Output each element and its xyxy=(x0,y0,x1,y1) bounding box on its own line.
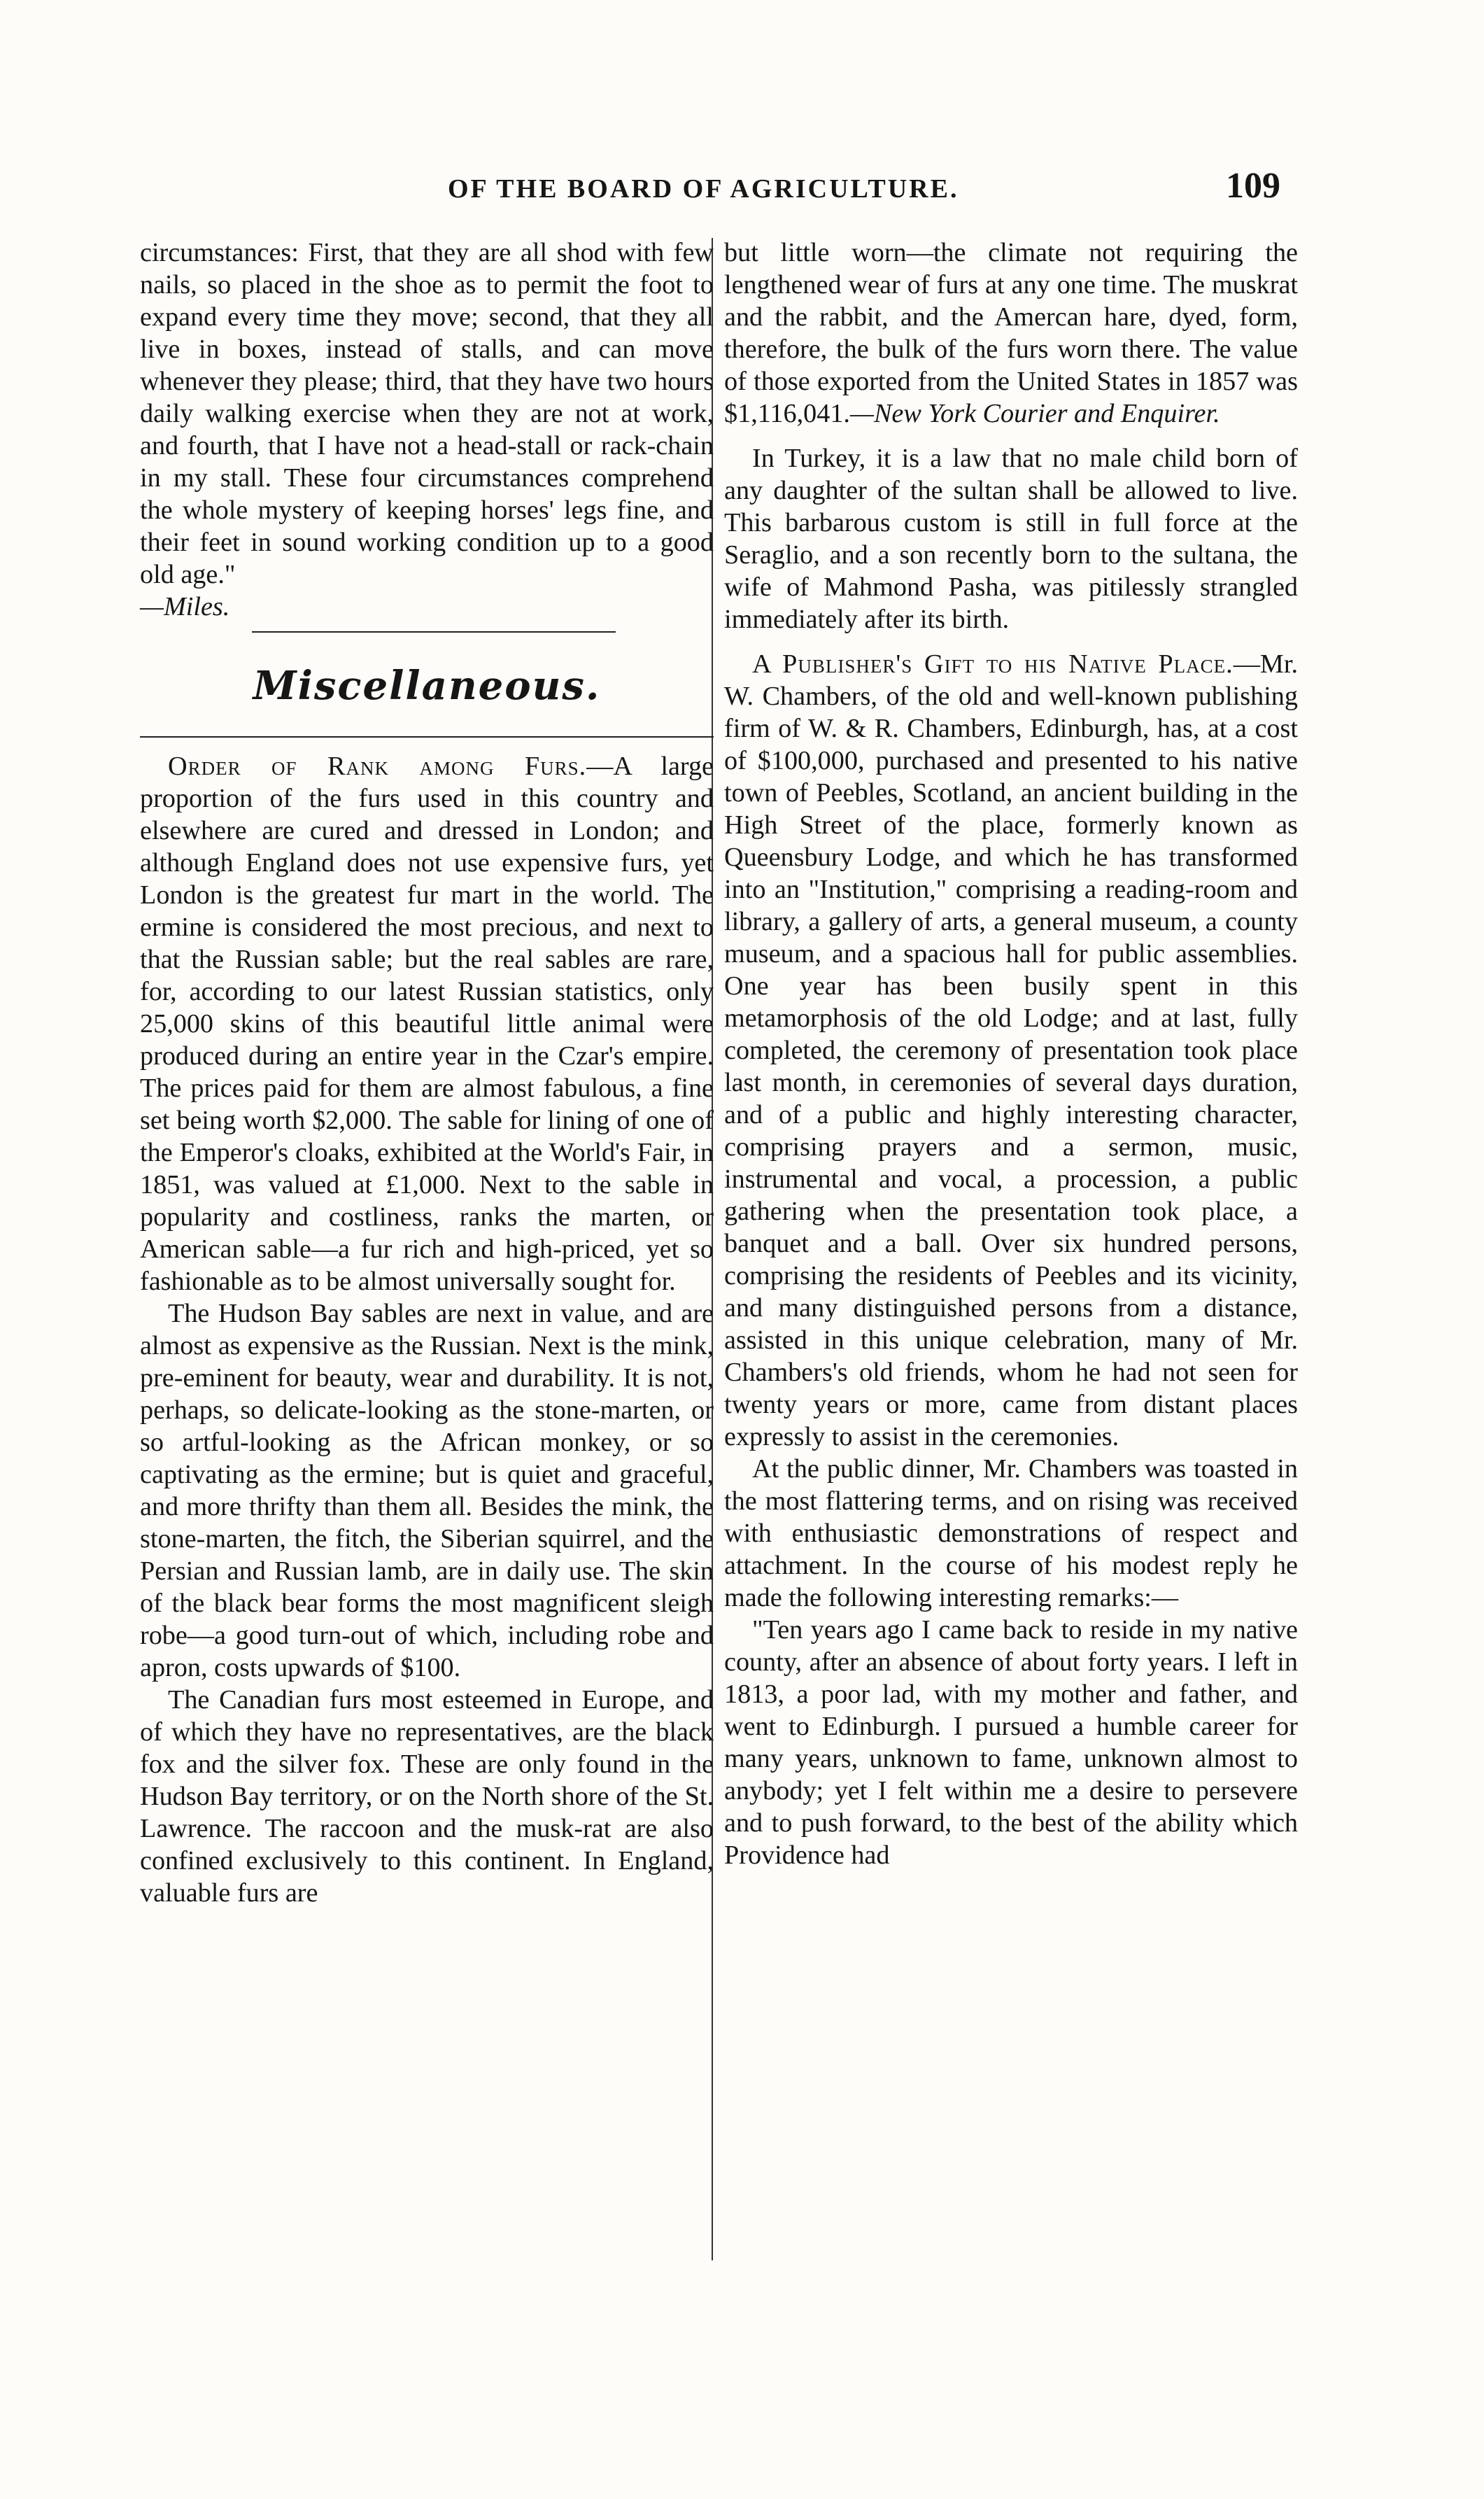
furs-attribution: —New York Courier and Enquirer. xyxy=(849,399,1220,428)
section-title: Miscellaneous. xyxy=(253,663,601,709)
page-number: 109 xyxy=(1226,166,1280,206)
horse-care-attribution xyxy=(140,591,714,623)
furs-heading: Order of Rank among Furs. xyxy=(168,752,587,781)
section-rule-bottom xyxy=(140,736,714,738)
furs-paragraph-2: The Hudson Bay sables are next in value, and are almost as expensive as the Russian. Next is the mink, pre-eminent for beauty, wear and durability. It is not, perhaps, so delicate-looking as the stone-marten, or so artful-looking as the African monkey, or so captivating as the ermine; but is quiet and graceful, and more thrifty than them all. Besides the mink, the stone-marten, the fitch, the Siberian squirrel, and the Persian and Russian lamb, are in daily use. The skin of the black bear forms the most magnificent sleigh robe—a good turn-out of which, including robe and apron, costs upwards of $100. xyxy=(140,1299,714,1682)
furs-paragraph-3: The Canadian furs most esteemed in Europe, and of which they have no representatives, are the black fox and the silver fox. These are only found in the Hudson Bay territory, or on the North shore of the St. Lawrence. The raccoon and the musk-rat are also confined exclusively to this continent. In England, valuable furs are xyxy=(140,1685,714,1908)
gift-paragraph-1-body: —Mr. W. Chambers, of the old and well-known publishing firm of W. & R. Chambers, Edinburgh, has, at a cost of $100,000, purchased and presented to his native town of Peebles, Scotland, an ancient building in the High Street of the place, formerly known as Queensbury Lodge, and which he has transformed into an "Institution," comprising a reading-room and library, a gallery of arts, a general museum, a county museum, and a spacious hall for public assemblies. One year has been busily spent in this metamorphosis of the old Lodge; and at last, fully completed, the ceremony of presentation took place last month, in ceremonies of several days duration, and of a public and highly interesting character, comprising prayers and a sermon, music, instrumental and vocal, a procession, a public gathering when the presentation took place, a banquet and a ball. Over six hundred persons, comprising the residents of Peebles and its vicinity, and many distinguished persons from a distance, assisted in this unique celebration, many of Mr. Chambers's old friends, whom he had not seen for twenty years or more, came from distant places expressly to assist in the ceremonies. xyxy=(724,649,1298,1451)
horse-care-paragraph: circumstances: First, that they are all shod with few nails, so placed in the shoe as to permit the foot to expand every time they move; second, that they all live in boxes, instead of stalls, and can move whenever they please; third, that they have two hours daily walking exercise when they are not at work, and fourth, that I have not a head-stall or rack-chain in my stall. These four circumstances comprehend the whole mystery of keeping horses' legs fine, and their feet in sound working condition up to a good old age." xyxy=(140,238,714,589)
furs-paragraph-1 xyxy=(140,750,714,1297)
running-head: OF THE BOARD OF AGRICULTURE. xyxy=(448,174,959,204)
turkey-paragraph: In Turkey, it is a law that no male child born of any daughter of the sultan shall be allowed to live. This barbarous custom is still in full force at the Seraglio, and a son recently born to the sultana, the wife of Mahmond Pasha, was pitilessly strangled immediately after its birth. xyxy=(724,444,1298,634)
furs-paragraph-1-body: —A large proportion of the furs used in this country and elsewhere are cured and dressed in London; and although England does not use expensive furs, yet London is the greatest fur mart in the world. The ermine is considered the most precious, and next to that the Russian sable; but the real sables are rare, for, according to our latest Russian statistics, only 25,000 skins of this beautiful little animal were produced during an entire year in the Czar's empire. The prices paid for them are almost fabulous, a fine set being worth $2,000. The sable for lining of one of the Emperor's cloaks, exhibited at the World's Fair, in 1851, was valued at £1,000. Next to the sable in popularity and costliness, ranks the marten, or American sable—a fur rich and high-priced, yet so fashionable as to be almost universally sought for. xyxy=(140,752,714,1296)
attribution-miles: —Miles. xyxy=(140,592,230,621)
gift-heading: A Publisher's Gift to his Native Place. xyxy=(752,649,1234,679)
furs-continuation-body: but little worn—the climate not requiring the lengthened wear of furs at any one time. The muskrat and the rabbit, and the Amercan hare, dyed, form, therefore, the bulk of the furs worn there. The value of those exported from the United States in 1857 was $1,116,041. xyxy=(724,238,1298,428)
gift-paragraph-2: At the public dinner, Mr. Chambers was toasted in the most flattering terms, and on rising was received with enthusiastic demonstrations of respect and attachment. In the course of his modest reply he made the following interesting remarks:— xyxy=(724,1454,1298,1612)
gift-paragraph-1 xyxy=(724,648,1298,1453)
furs-continuation xyxy=(724,237,1298,430)
left-column xyxy=(140,237,714,1909)
right-column xyxy=(724,237,1298,1871)
section-rule-top xyxy=(252,631,616,633)
gift-paragraph-3: "Ten years ago I came back to reside in my native county, after an absence of about forty years. I left in 1813, a poor lad, with my mother and father, and went to Edinburgh. I pursued a humble career for many years, unknown to fame, unknown almost to anybody; yet I felt within me a desire to persevere and to push forward, to the best of the ability which Providence had xyxy=(724,1615,1298,1870)
